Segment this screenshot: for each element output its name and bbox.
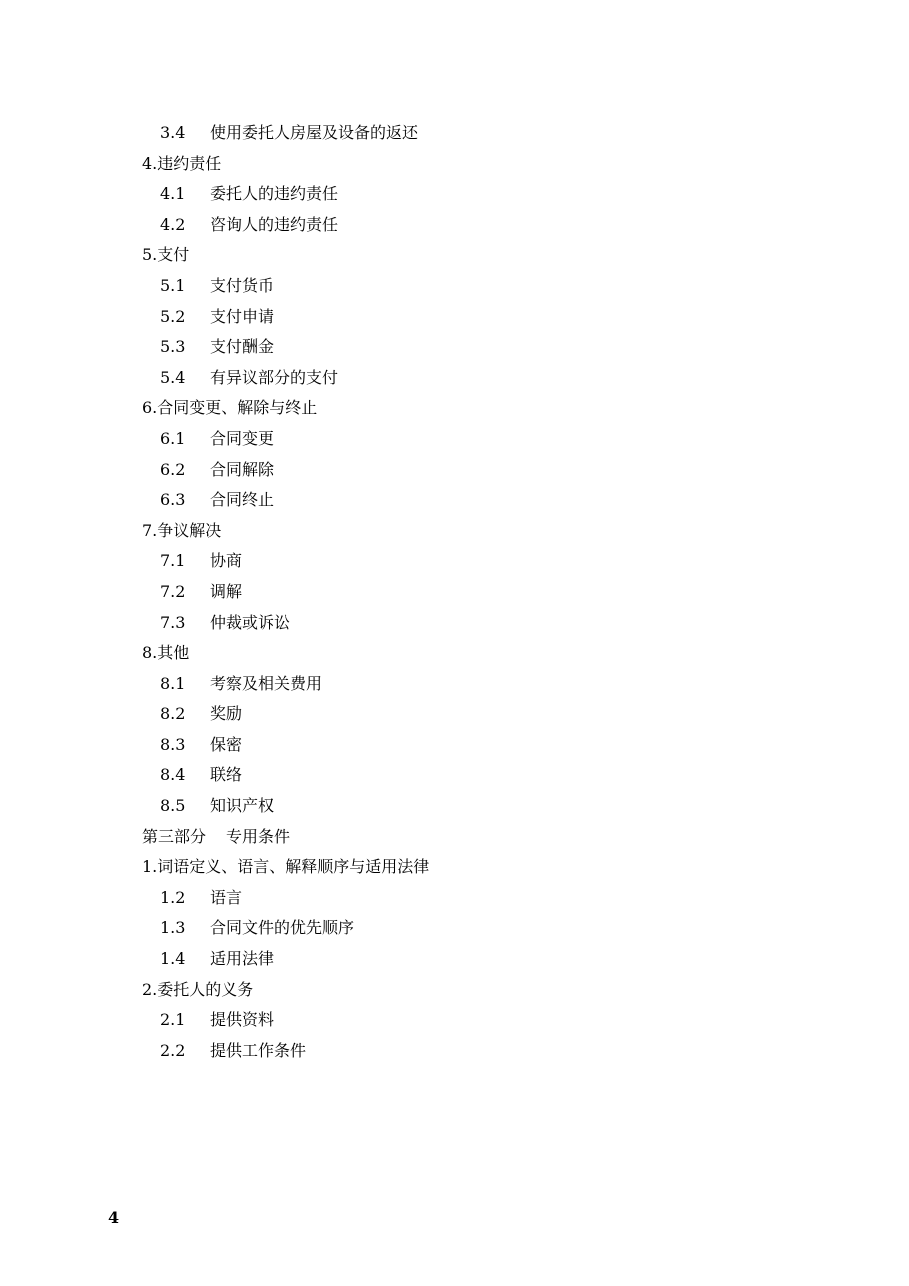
toc-number: 1.2 [160,887,186,907]
toc-subsection [142,271,842,302]
toc-section [142,516,842,547]
toc-number: 2.1 [160,1010,186,1030]
toc-number: 5.4 [160,367,186,387]
table-of-contents [142,118,842,1066]
toc-subsection [142,363,842,394]
toc-number: 8.3 [160,734,186,754]
toc-part-heading [142,822,842,853]
toc-subsection [142,546,842,577]
toc-number: 8.2 [160,704,186,724]
toc-subsection [142,577,842,608]
toc-number: 7.2 [160,581,186,601]
toc-subsection [142,699,842,730]
toc-subsection [142,608,842,639]
toc-title: 知识产权 [210,796,275,816]
toc-subsection [142,944,842,975]
toc-subsection [142,791,842,822]
toc-subsection [142,332,842,363]
toc-title: 语言 [210,887,243,907]
toc-number: 1.4 [160,949,186,969]
toc-subsection [142,730,842,761]
page-number: 4 [108,1208,120,1227]
toc-section [142,240,842,271]
toc-title: 保密 [210,734,243,754]
toc-title: 考察及相关费用 [210,673,323,693]
toc-section [142,149,842,180]
toc-title: 联络 [210,765,243,785]
toc-section [142,975,842,1006]
toc-number: 1.3 [160,918,186,938]
toc-subsection [142,118,842,149]
toc-subsection [142,760,842,791]
toc-title: 奖励 [210,704,243,724]
toc-subsection [142,1005,842,1036]
toc-number: 8.1 [160,673,186,693]
toc-number: 6.3 [160,490,186,510]
toc-title: 提供工作条件 [210,1040,307,1060]
toc-subsection [142,179,842,210]
toc-title: 合同文件的优先顺序 [210,918,355,938]
toc-title: 仲裁或诉讼 [210,612,291,632]
toc-number: 2.2 [160,1040,186,1060]
toc-title: 调解 [210,581,243,601]
toc-number: 6.1 [160,428,186,448]
toc-subsection [142,913,842,944]
toc-title: 合同解除 [210,459,275,479]
toc-section [142,852,842,883]
toc-title: 违约责任 [157,153,222,173]
toc-subsection [142,302,842,333]
toc-subsection [142,1036,842,1067]
toc-subsection [142,669,842,700]
toc-section [142,393,842,424]
toc-subsection [142,883,842,914]
toc-number: 6. [142,398,158,418]
toc-title: 词语定义、语言、解释顺序与适用法律 [157,857,430,877]
toc-subsection [142,485,842,516]
toc-title: 咨询人的违约责任 [210,214,339,234]
toc-number: 8.5 [160,796,186,816]
toc-subsection [142,210,842,241]
toc-number: 7.3 [160,612,186,632]
toc-title: 支付酬金 [210,337,275,357]
toc-title: 使用委托人房屋及设备的返还 [210,123,419,142]
toc-title: 支付申请 [210,306,275,326]
toc-number: 8. [142,643,158,663]
toc-title: 适用法律 [210,949,275,969]
toc-number: 5. [142,245,158,265]
toc-number: 1. [142,857,158,877]
toc-title: 有异议部分的支付 [210,367,339,387]
toc-title: 委托人的违约责任 [210,184,339,204]
toc-title: 合同变更 [210,428,275,448]
toc-title: 专用条件 [226,826,291,846]
toc-title: 委托人的义务 [157,979,254,999]
toc-title: 争议解决 [157,520,222,540]
toc-subsection [142,424,842,455]
toc-number: 5.2 [160,306,186,326]
toc-title: 合同变更、解除与终止 [157,398,318,418]
toc-number: 5.1 [160,275,186,295]
toc-title: 协商 [210,551,243,571]
toc-title: 其他 [157,643,190,663]
toc-number: 4.1 [160,184,186,204]
toc-subsection [142,455,842,486]
toc-title: 支付货币 [210,275,275,295]
toc-number: 7.1 [160,551,186,571]
toc-number: 6.2 [160,459,186,479]
toc-number: 4. [142,153,158,173]
toc-number: 7. [142,520,158,540]
toc-title: 支付 [157,245,190,265]
toc-number: 4.2 [160,214,186,234]
toc-number: 5.3 [160,337,186,357]
toc-number: 8.4 [160,765,186,785]
toc-number: 第三部分 [142,826,207,846]
toc-section [142,638,842,669]
toc-title: 提供资料 [210,1010,275,1030]
toc-title: 合同终止 [210,490,275,510]
toc-number: 3.4 [160,123,186,142]
toc-number: 2. [142,979,158,999]
